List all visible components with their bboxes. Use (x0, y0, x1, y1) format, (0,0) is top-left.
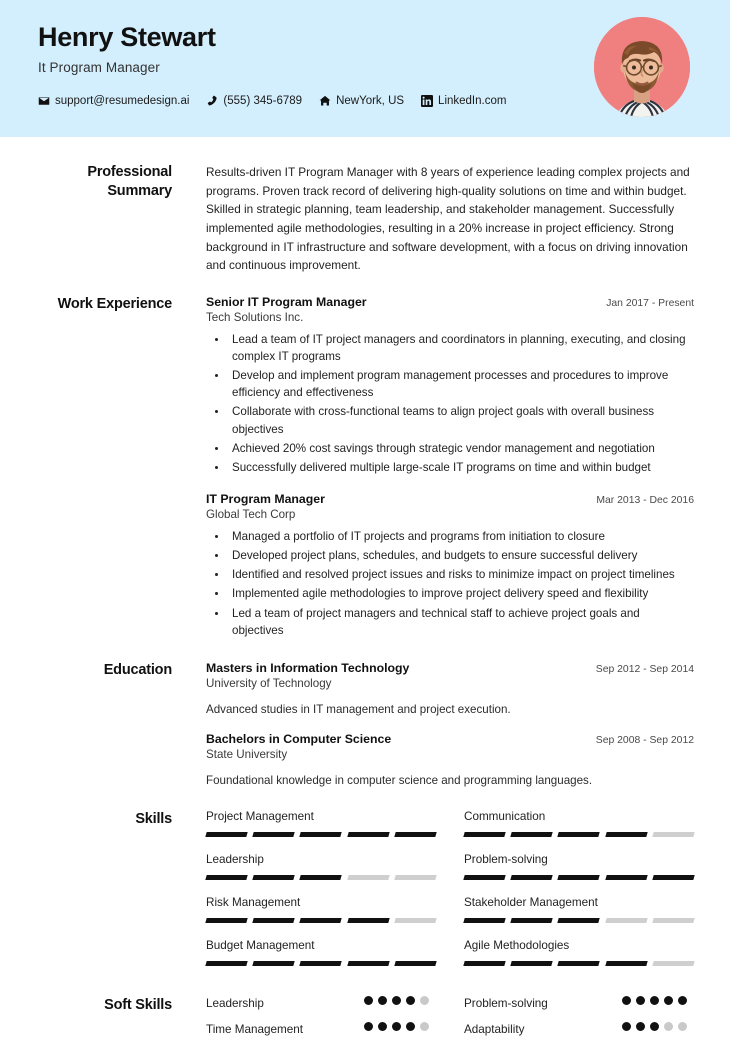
skill-level-bar (206, 875, 436, 880)
skill-bar-segment (347, 961, 390, 966)
skill-bar-segment (205, 961, 248, 966)
education-entry (206, 732, 694, 789)
soft-skill-name: Adaptability (464, 1022, 525, 1036)
phone-icon (206, 95, 218, 107)
education-entry-head (206, 661, 694, 675)
skill-bar-segment (252, 832, 295, 837)
resume-header (0, 0, 730, 137)
skill-bar-segment (605, 832, 648, 837)
skill-name: Agile Methodologies (464, 938, 570, 952)
skill-bar-segment (652, 961, 695, 966)
contact-linkedin-text: LinkedIn.com (438, 95, 507, 108)
skill-bar-segment (347, 832, 390, 837)
skill-name: Risk Management (206, 895, 301, 909)
envelope-icon (38, 95, 50, 107)
rating-dot (650, 996, 659, 1005)
education-description: Advanced studies in IT management and project execution. (206, 702, 511, 716)
contact-phone-text: (555) 345-6789 (223, 95, 303, 108)
skill-bar-segment (300, 961, 343, 966)
skill-item (206, 939, 436, 966)
skill-bar-segment (347, 918, 390, 923)
skill-name: Stakeholder Management (464, 895, 598, 909)
experience-company: Global Tech Corp (206, 508, 296, 521)
contact-email[interactable] (38, 95, 189, 107)
skill-bar-segment (652, 875, 695, 880)
skill-bar-segment (510, 918, 553, 923)
rating-dot (678, 996, 687, 1005)
soft-skill-rating (364, 1022, 436, 1031)
skill-name: Leadership (206, 852, 264, 866)
skill-item (464, 896, 694, 923)
section-education (36, 661, 694, 792)
contact-phone[interactable] (206, 95, 302, 107)
education-date: Sep 2008 - Sep 2012 (595, 735, 694, 747)
skill-name: Communication (464, 809, 546, 823)
rating-dot (622, 996, 631, 1005)
section-body-skills (172, 810, 694, 982)
skill-name: Problem-solving (464, 852, 548, 866)
education-degree: Bachelors in Computer Science (206, 732, 392, 747)
skill-bar-segment (605, 918, 648, 923)
rating-dot (406, 996, 415, 1005)
skill-bar-segment (605, 875, 648, 880)
section-body-education (172, 661, 694, 792)
skill-bar-segment (394, 961, 437, 966)
skill-level-bar (464, 961, 694, 966)
experience-bullet: • Implemented agile methodologies to improve project delivery speed and flexibility (228, 585, 694, 602)
experience-bullet: • Successfully delivered multiple large-scale IT programs on time and within budget (228, 459, 694, 476)
rating-dot (622, 1022, 631, 1031)
soft-skill-rating (622, 996, 694, 1005)
candidate-job-title: It Program Manager (38, 60, 160, 76)
rating-dot (650, 1022, 659, 1031)
section-label-skills: Skills (135, 810, 172, 827)
section-soft-skills (36, 996, 694, 1042)
rating-dot (378, 996, 387, 1005)
skill-bar-segment (463, 875, 506, 880)
skills-grid (206, 810, 694, 982)
contact-row (38, 95, 696, 107)
section-label-soft-skills: Soft Skills (104, 996, 172, 1013)
contact-email-text: support@resumedesign.ai (55, 95, 190, 108)
experience-company: Tech Solutions Inc. (206, 310, 304, 324)
linkedin-icon (421, 95, 433, 107)
soft-skill-name: Problem-solving (464, 996, 548, 1010)
section-label-summary: Professional Summary (87, 164, 172, 199)
skill-bar-segment (463, 961, 506, 966)
skill-bar-segment (463, 832, 506, 837)
skill-bar-segment (252, 961, 295, 966)
education-degree: Masters in Information Technology (206, 660, 410, 675)
rating-dot (420, 996, 429, 1005)
skill-level-bar (206, 918, 436, 923)
skill-item (206, 853, 436, 880)
experience-bullet: • Develop and implement program management processes and procedures to improve efficiency and effectiveness (228, 367, 694, 401)
skill-item (206, 810, 436, 837)
contact-location-text: NewYork, US (336, 95, 405, 108)
skill-bar-segment (652, 918, 695, 923)
experience-date: Jan 2017 - Present (606, 297, 694, 309)
experience-bullet: • Achieved 20% cost savings through strategic vendor management and negotiation (228, 440, 694, 457)
skill-name: Project Management (206, 809, 314, 823)
experience-job-title: IT Program Manager (206, 492, 325, 506)
skill-item (206, 896, 436, 923)
rating-dot (392, 1022, 401, 1031)
skill-item (464, 810, 694, 837)
rating-dot (364, 996, 373, 1005)
experience-bullet: • Led a team of project managers and technical staff to achieve project goals and objectives (228, 605, 694, 639)
skill-bar-segment (463, 918, 506, 923)
skill-name: Budget Management (206, 938, 315, 952)
skill-item (464, 853, 694, 880)
rating-dot (420, 1022, 429, 1031)
experience-entry (206, 492, 694, 639)
skill-level-bar (464, 918, 694, 923)
education-entry (206, 661, 694, 718)
skill-bar-segment (558, 961, 601, 966)
skill-bar-segment (652, 832, 695, 837)
rating-dot (664, 996, 673, 1005)
resume-body (0, 137, 730, 1042)
skill-bar-segment (205, 918, 248, 923)
experience-bullet: • Collaborate with cross-functional teams to align project goals with overall business objectives (228, 403, 694, 437)
experience-entry-head (206, 492, 694, 506)
education-description: Foundational knowledge in computer science and programming languages. (206, 774, 593, 788)
rating-dot (364, 1022, 373, 1031)
skill-bar-segment (510, 832, 553, 837)
skill-bar-segment (252, 918, 295, 923)
skill-bar-segment (394, 832, 437, 837)
soft-skill-rating (364, 996, 436, 1005)
skill-bar-segment (300, 832, 343, 837)
skill-bar-segment (510, 961, 553, 966)
soft-skill-item (206, 996, 436, 1010)
skill-level-bar (206, 832, 436, 837)
avatar-portrait-icon (594, 17, 690, 117)
skill-bar-segment (605, 961, 648, 966)
education-date: Sep 2012 - Sep 2014 (595, 663, 694, 675)
candidate-name: Henry Stewart (38, 22, 216, 52)
summary-text: Results-driven IT Program Manager with 8 years of experience leading complex projects and programs. Proven track record of delivering high-quality solutions on time and within budget. Skilled in strategic planning, team leadership, and stakeholder management. Successfully implemented agile methodologies, resulting in a 20% increase in project efficiency. Strong background in IT infrastructure and software development, with a focus on driving innovation and continuous improvement. (206, 165, 690, 273)
soft-skill-name: Time Management (206, 1022, 304, 1036)
soft-skills-grid (206, 996, 694, 1042)
contact-location[interactable] (319, 95, 404, 107)
section-skills (36, 810, 694, 982)
rating-dot (636, 1022, 645, 1031)
experience-bullet: • Identified and resolved project issues and risks to minimize impact on project timelines (228, 566, 694, 583)
skill-bar-segment (394, 918, 437, 923)
experience-bullet-list (206, 528, 694, 639)
skill-bar-segment (558, 875, 601, 880)
home-icon (319, 95, 331, 107)
rating-dot (664, 1022, 673, 1031)
experience-bullet-list (206, 331, 694, 476)
skill-bar-segment (300, 918, 343, 923)
section-work-experience (36, 295, 694, 641)
rating-dot (392, 996, 401, 1005)
rating-dot (678, 1022, 687, 1031)
section-body-experience (172, 295, 694, 641)
experience-bullet: • Developed project plans, schedules, and budgets to ensure successful delivery (228, 547, 694, 564)
skill-level-bar (464, 875, 694, 880)
skill-bar-segment (510, 875, 553, 880)
skill-bar-segment (205, 832, 248, 837)
skill-level-bar (464, 832, 694, 837)
experience-bullet: • Managed a portfolio of IT projects and programs from initiation to closure (228, 528, 694, 545)
skill-bar-segment (394, 875, 437, 880)
section-body-soft-skills (172, 996, 694, 1042)
avatar (594, 17, 690, 117)
rating-dot (378, 1022, 387, 1031)
skill-bar-segment (252, 875, 295, 880)
section-professional-summary (36, 163, 694, 275)
section-label-education: Education (103, 661, 172, 678)
experience-entry-head (206, 295, 694, 309)
experience-entry (206, 295, 694, 476)
skill-item (464, 939, 694, 966)
section-body-summary (172, 163, 694, 275)
soft-skill-name: Leadership (206, 996, 264, 1010)
education-entry-head (206, 732, 694, 746)
section-label-experience: Work Experience (57, 295, 172, 312)
experience-date: Mar 2013 - Dec 2016 (596, 495, 694, 506)
soft-skill-rating (622, 1022, 694, 1031)
skill-level-bar (206, 961, 436, 966)
skill-bar-segment (300, 875, 343, 880)
education-school: State University (206, 748, 288, 762)
soft-skill-item (464, 996, 694, 1010)
skill-bar-segment (205, 875, 248, 880)
skill-bar-segment (558, 918, 601, 923)
experience-bullet: • Lead a team of IT project managers and coordinators in planning, executing, and closing complex IT programs (228, 331, 694, 365)
experience-job-title: Senior IT Program Manager (206, 294, 367, 309)
education-school: University of Technology (206, 676, 332, 690)
skill-bar-segment (347, 875, 390, 880)
rating-dot (406, 1022, 415, 1031)
rating-dot (636, 996, 645, 1005)
skill-bar-segment (558, 832, 601, 837)
contact-linkedin[interactable] (421, 95, 506, 107)
